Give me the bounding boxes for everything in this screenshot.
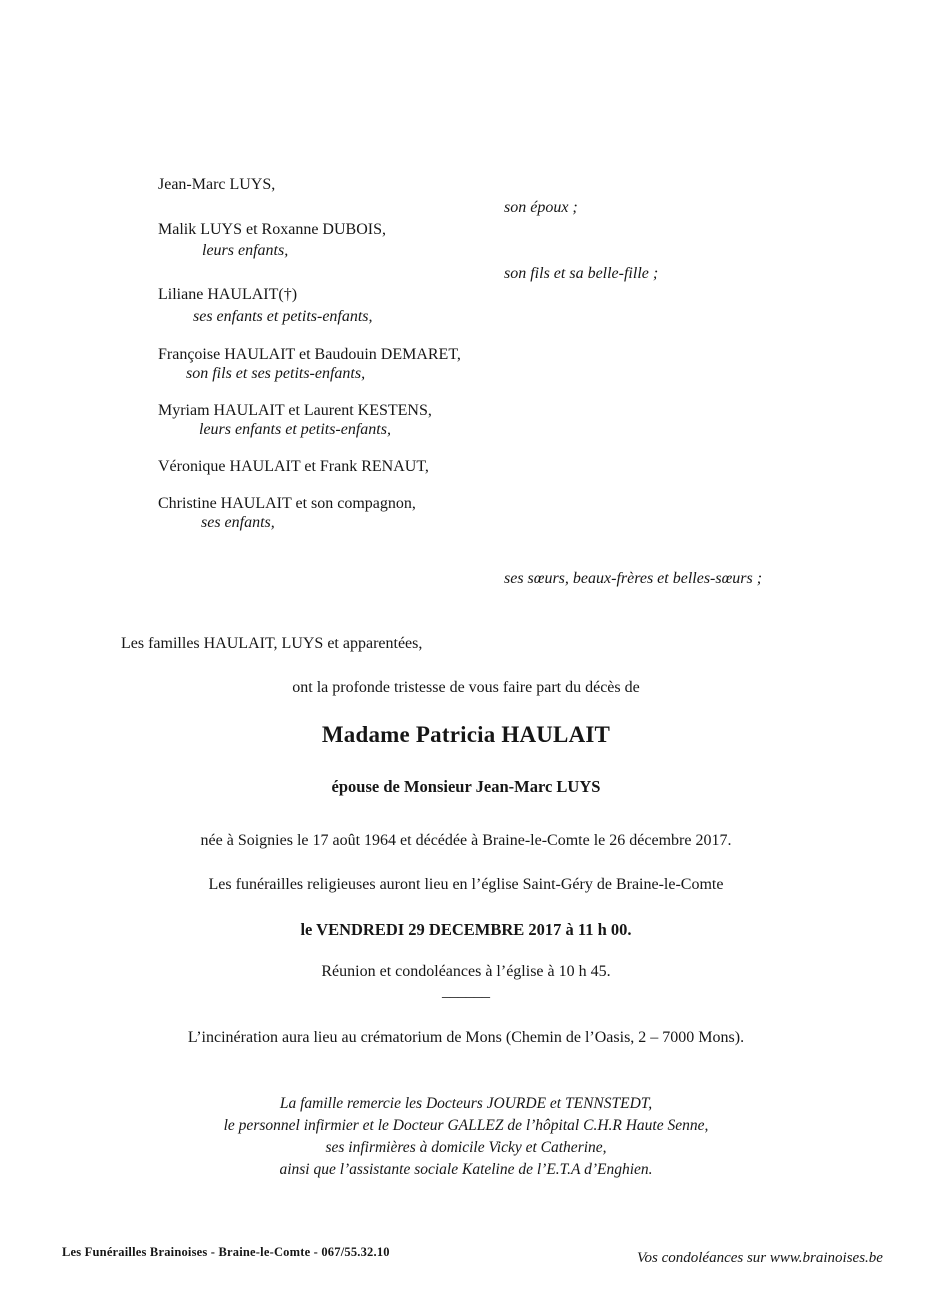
thanks-block	[0, 1093, 932, 1181]
thanks-line-3: ses infirmières à domicile Vicky et Catherine,	[325, 1139, 607, 1156]
gathering-line: Réunion et condoléances à l’église à 10 h 45.	[321, 963, 611, 980]
funeral-datetime-line: le VENDREDI 29 DECEMBRE 2017 à 11 h 00.	[300, 920, 632, 939]
footer-condolences-website: Vos condoléances sur www.brainoises.be	[637, 1250, 883, 1266]
kinship-note-sisters: ses sœurs, beaux-frères et belles-sœurs ;	[504, 570, 763, 587]
mourner-name-christine: Christine HAULAIT et son compagnon,	[158, 495, 416, 512]
mourner-relation-francoise: son fils et ses petits-enfants,	[186, 365, 366, 382]
cremation-line: L’incinération aura lieu au crématorium de Mons (Chemin de l’Oasis, 2 – 7000 Mons).	[187, 1029, 745, 1046]
mourner-name-francoise: Françoise HAULAIT et Baudouin DEMARET,	[158, 346, 461, 363]
birth-death-line: née à Soignies le 17 août 1964 et décédée à Braine-le-Comte le 26 décembre 2017.	[200, 832, 732, 849]
mourner-name-veronique: Véronique HAULAIT et Frank RENAUT,	[158, 458, 429, 475]
deceased-name: Madame Patricia HAULAIT	[321, 722, 611, 747]
mourner-name-son-couple: Malik LUYS et Roxanne DUBOIS,	[158, 221, 386, 238]
thanks-line-4: ainsi que l’assistante sociale Kateline de l’E.T.A d’Enghien.	[279, 1161, 653, 1178]
kinship-note-son: son fils et sa belle-fille ;	[504, 265, 659, 282]
funeral-line: Les funérailles religieuses auront lieu en l’église Saint-Géry de Braine-le-Comte	[208, 876, 724, 893]
mourner-relation-christine: ses enfants,	[201, 514, 275, 531]
footer-funeral-home: Les Funérailles Brainoises - Braine-le-Comte - 067/55.32.10	[62, 1245, 390, 1259]
thanks-line-2: le personnel infirmier et le Docteur GALLEZ de l’hôpital C.H.R Haute Senne,	[223, 1117, 709, 1134]
deceased-subtitle: épouse de Monsieur Jean-Marc LUYS	[331, 777, 601, 796]
mourner-name-myriam: Myriam HAULAIT et Laurent KESTENS,	[158, 402, 432, 419]
mourner-name-liliane: Liliane HAULAIT(†)	[158, 286, 298, 303]
mourner-name-husband: Jean-Marc LUYS,	[158, 176, 276, 193]
kinship-note-spouse: son époux ;	[504, 199, 578, 216]
mourner-relation-son-couple: leurs enfants,	[202, 242, 289, 259]
families-line: Les familles HAULAIT, LUYS et apparentées,	[121, 635, 423, 652]
intro-line: ont la profonde tristesse de vous faire part du décès de	[292, 679, 640, 696]
mourner-relation-liliane: ses enfants et petits-enfants,	[193, 308, 373, 325]
separator-rule: ______	[442, 983, 490, 1000]
mourner-relation-myriam: leurs enfants et petits-enfants,	[199, 421, 391, 438]
thanks-line-1: La famille remercie les Docteurs JOURDE et TENNSTEDT,	[279, 1095, 653, 1112]
